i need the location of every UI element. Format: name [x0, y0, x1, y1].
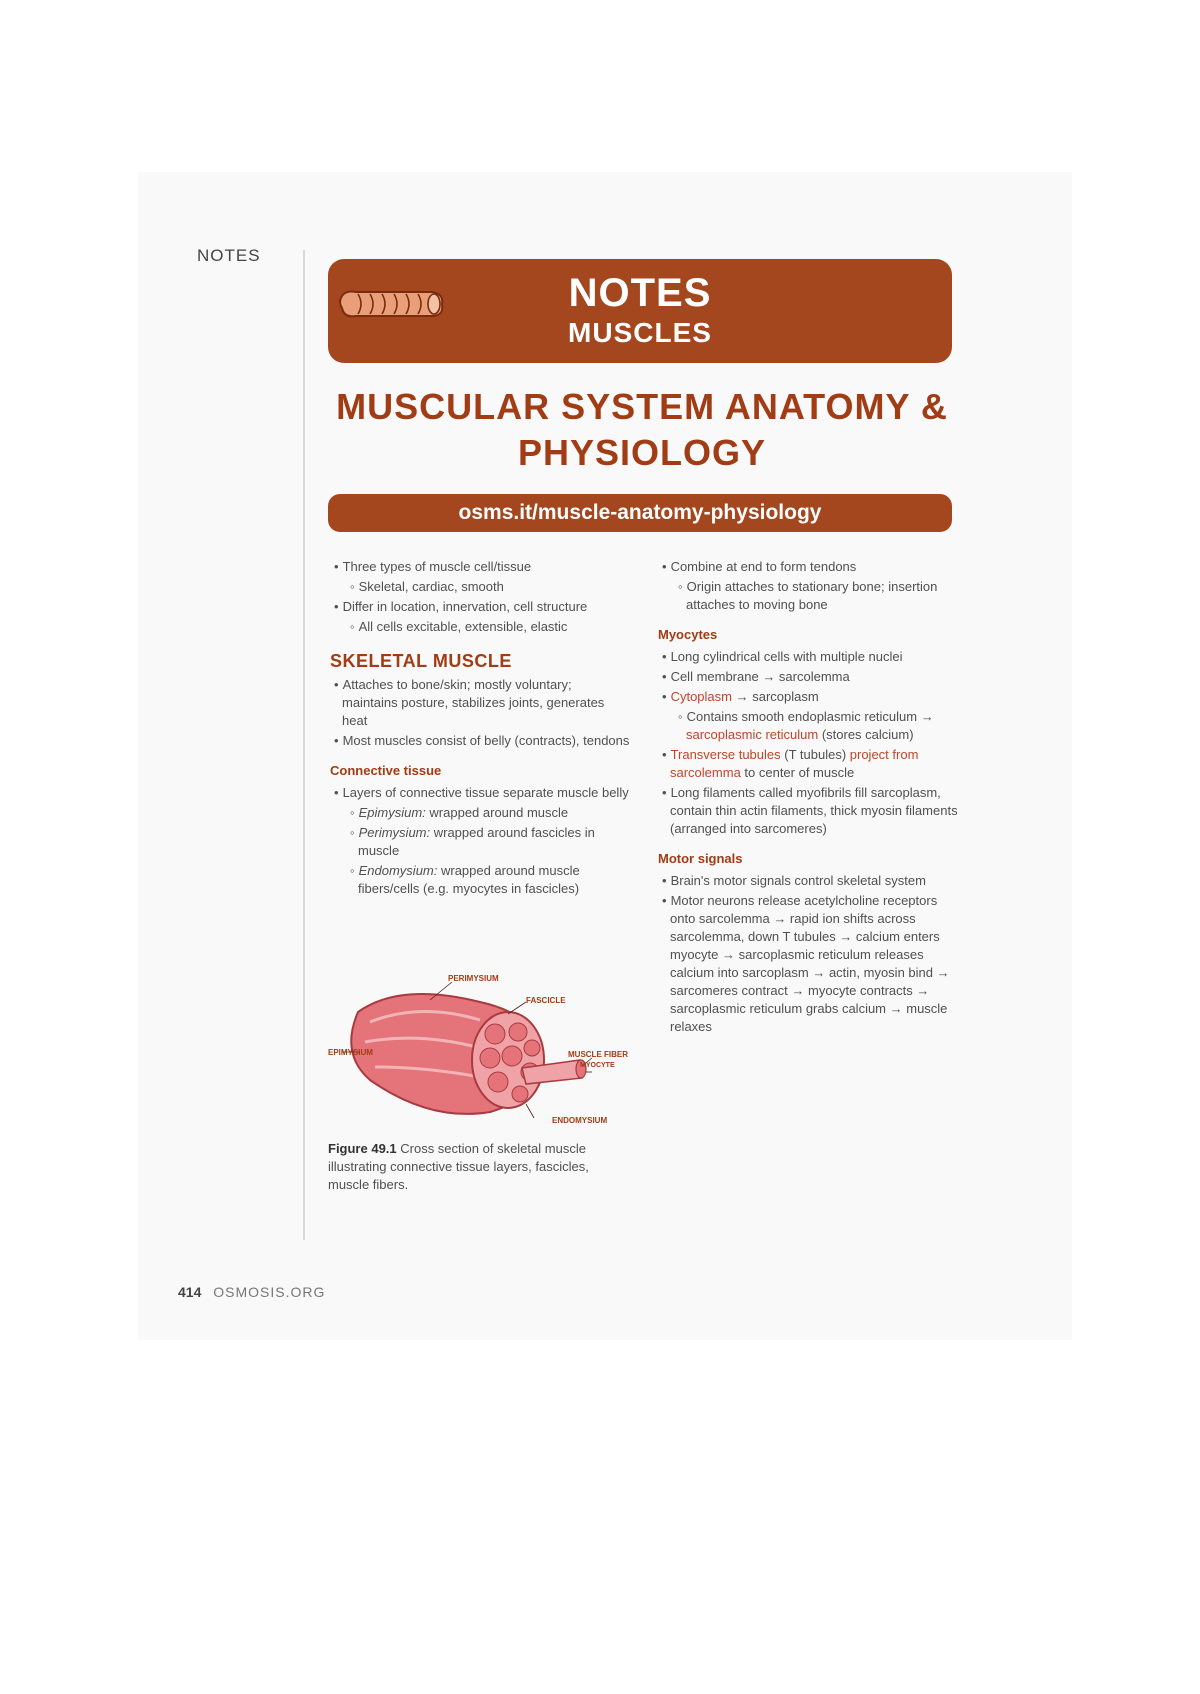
- term-epimysium: Epimysium:: [358, 805, 426, 820]
- page-number: 414: [178, 1284, 202, 1300]
- list-item: • Cell membrane → sarcolemma: [658, 668, 958, 686]
- list-item: • Attaches to bone/skin; mostly voluntary; maintains posture, stabilizes joints, generates heat: [330, 676, 630, 730]
- subheading-connective: Connective tissue: [330, 763, 442, 778]
- banner-subtitle: MUSCLES: [568, 317, 712, 348]
- list-item: ◦ Origin attaches to stationary bone; insertion attaches to moving bone: [658, 578, 958, 614]
- list-item: • Transverse tubules (T tubules) project from sarcolemma to center of muscle: [658, 746, 958, 782]
- footer-site: OSMOSIS.ORG: [213, 1284, 326, 1300]
- list-item: • Motor neurons release acetylcholine receptors onto sarcolemma → rapid ion shifts across sarcolemma, down T tubules → calcium enters myocyte → sarcoplasmic reticulum releases calcium into sarcoplasm → actin, myosin bind → sarcomeres contract → myocyte contracts → sarcoplasmic reticulum grabs calcium → muscle relaxes: [658, 892, 958, 1036]
- label-muscle-fiber: MUSCLE FIBER: [568, 1050, 628, 1059]
- muscle-cross-section-figure: [330, 972, 630, 1132]
- term-endomysium: Endomysium:: [358, 863, 438, 878]
- side-notes-label: NOTES: [197, 246, 261, 265]
- list-item: • Cytoplasm → sarcoplasm: [658, 688, 958, 706]
- list-item: • Combine at end to form tendons: [658, 558, 958, 576]
- page-title-line2: PHYSIOLOGY: [517, 432, 767, 473]
- label-perimysium: PERIMYSIUM: [448, 974, 499, 983]
- list-item: ◦ Skeletal, cardiac, smooth: [330, 578, 630, 596]
- list-item: • Differ in location, innervation, cell structure: [330, 598, 630, 616]
- list-item: ◦ All cells excitable, extensible, elastic: [330, 618, 630, 636]
- side-divider: [303, 250, 305, 1240]
- page-title: [330, 384, 954, 476]
- list-item: • Three types of muscle cell/tissue: [330, 558, 630, 576]
- page-title-line1: MUSCULAR SYSTEM ANATOMY &: [336, 386, 948, 427]
- list-item: ◦ Contains smooth endoplasmic reticulum → sarcoplasmic reticulum (stores calcium): [658, 708, 958, 744]
- subheading-myocytes: Myocytes: [658, 627, 718, 642]
- list-item: • Long cylindrical cells with multiple nuclei: [658, 648, 958, 666]
- list-item: ◦ Endomysium: wrapped around muscle fibers/cells (e.g. myocytes in fascicles): [330, 862, 630, 898]
- label-fascicle: FASCICLE: [526, 996, 566, 1005]
- list-item: • Layers of connective tissue separate muscle belly: [330, 784, 630, 802]
- url-link[interactable]: osms.it/muscle-anatomy-physiology: [328, 494, 952, 532]
- left-column: [330, 558, 630, 900]
- right-column: [658, 558, 958, 1038]
- subheading-motor-signals: Motor signals: [658, 851, 743, 866]
- list-item: • Brain's motor signals control skeletal system: [658, 872, 958, 890]
- list-item: • Most muscles consist of belly (contracts), tendons: [330, 732, 630, 750]
- term-perimysium: Perimysium:: [358, 825, 431, 840]
- figure-caption: Figure 49.1 Cross section of skeletal muscle illustrating connective tissue layers, fascicles, muscle fibers.: [328, 1141, 589, 1192]
- banner-title: NOTES: [568, 271, 712, 315]
- label-epimysium: EPIMYSIUM: [328, 1048, 373, 1057]
- page-footer: [178, 1284, 325, 1300]
- notes-banner: [328, 259, 952, 363]
- list-item: ◦ Perimysium: wrapped around fascicles in muscle: [330, 824, 630, 860]
- figure-caption-label: Figure 49.1: [328, 1141, 397, 1156]
- list-item: ◦ Epimysium: wrapped around muscle: [330, 804, 630, 822]
- label-myocyte: MYOCYTE: [580, 1062, 615, 1069]
- list-item: • Long filaments called myofibrils fill sarcoplasm, contain thin actin filaments, thick myosin filaments (arranged into sarcomeres): [658, 784, 958, 838]
- section-heading-skeletal: SKELETAL MUSCLE: [330, 651, 512, 671]
- label-endomysium: ENDOMYSIUM: [552, 1116, 608, 1125]
